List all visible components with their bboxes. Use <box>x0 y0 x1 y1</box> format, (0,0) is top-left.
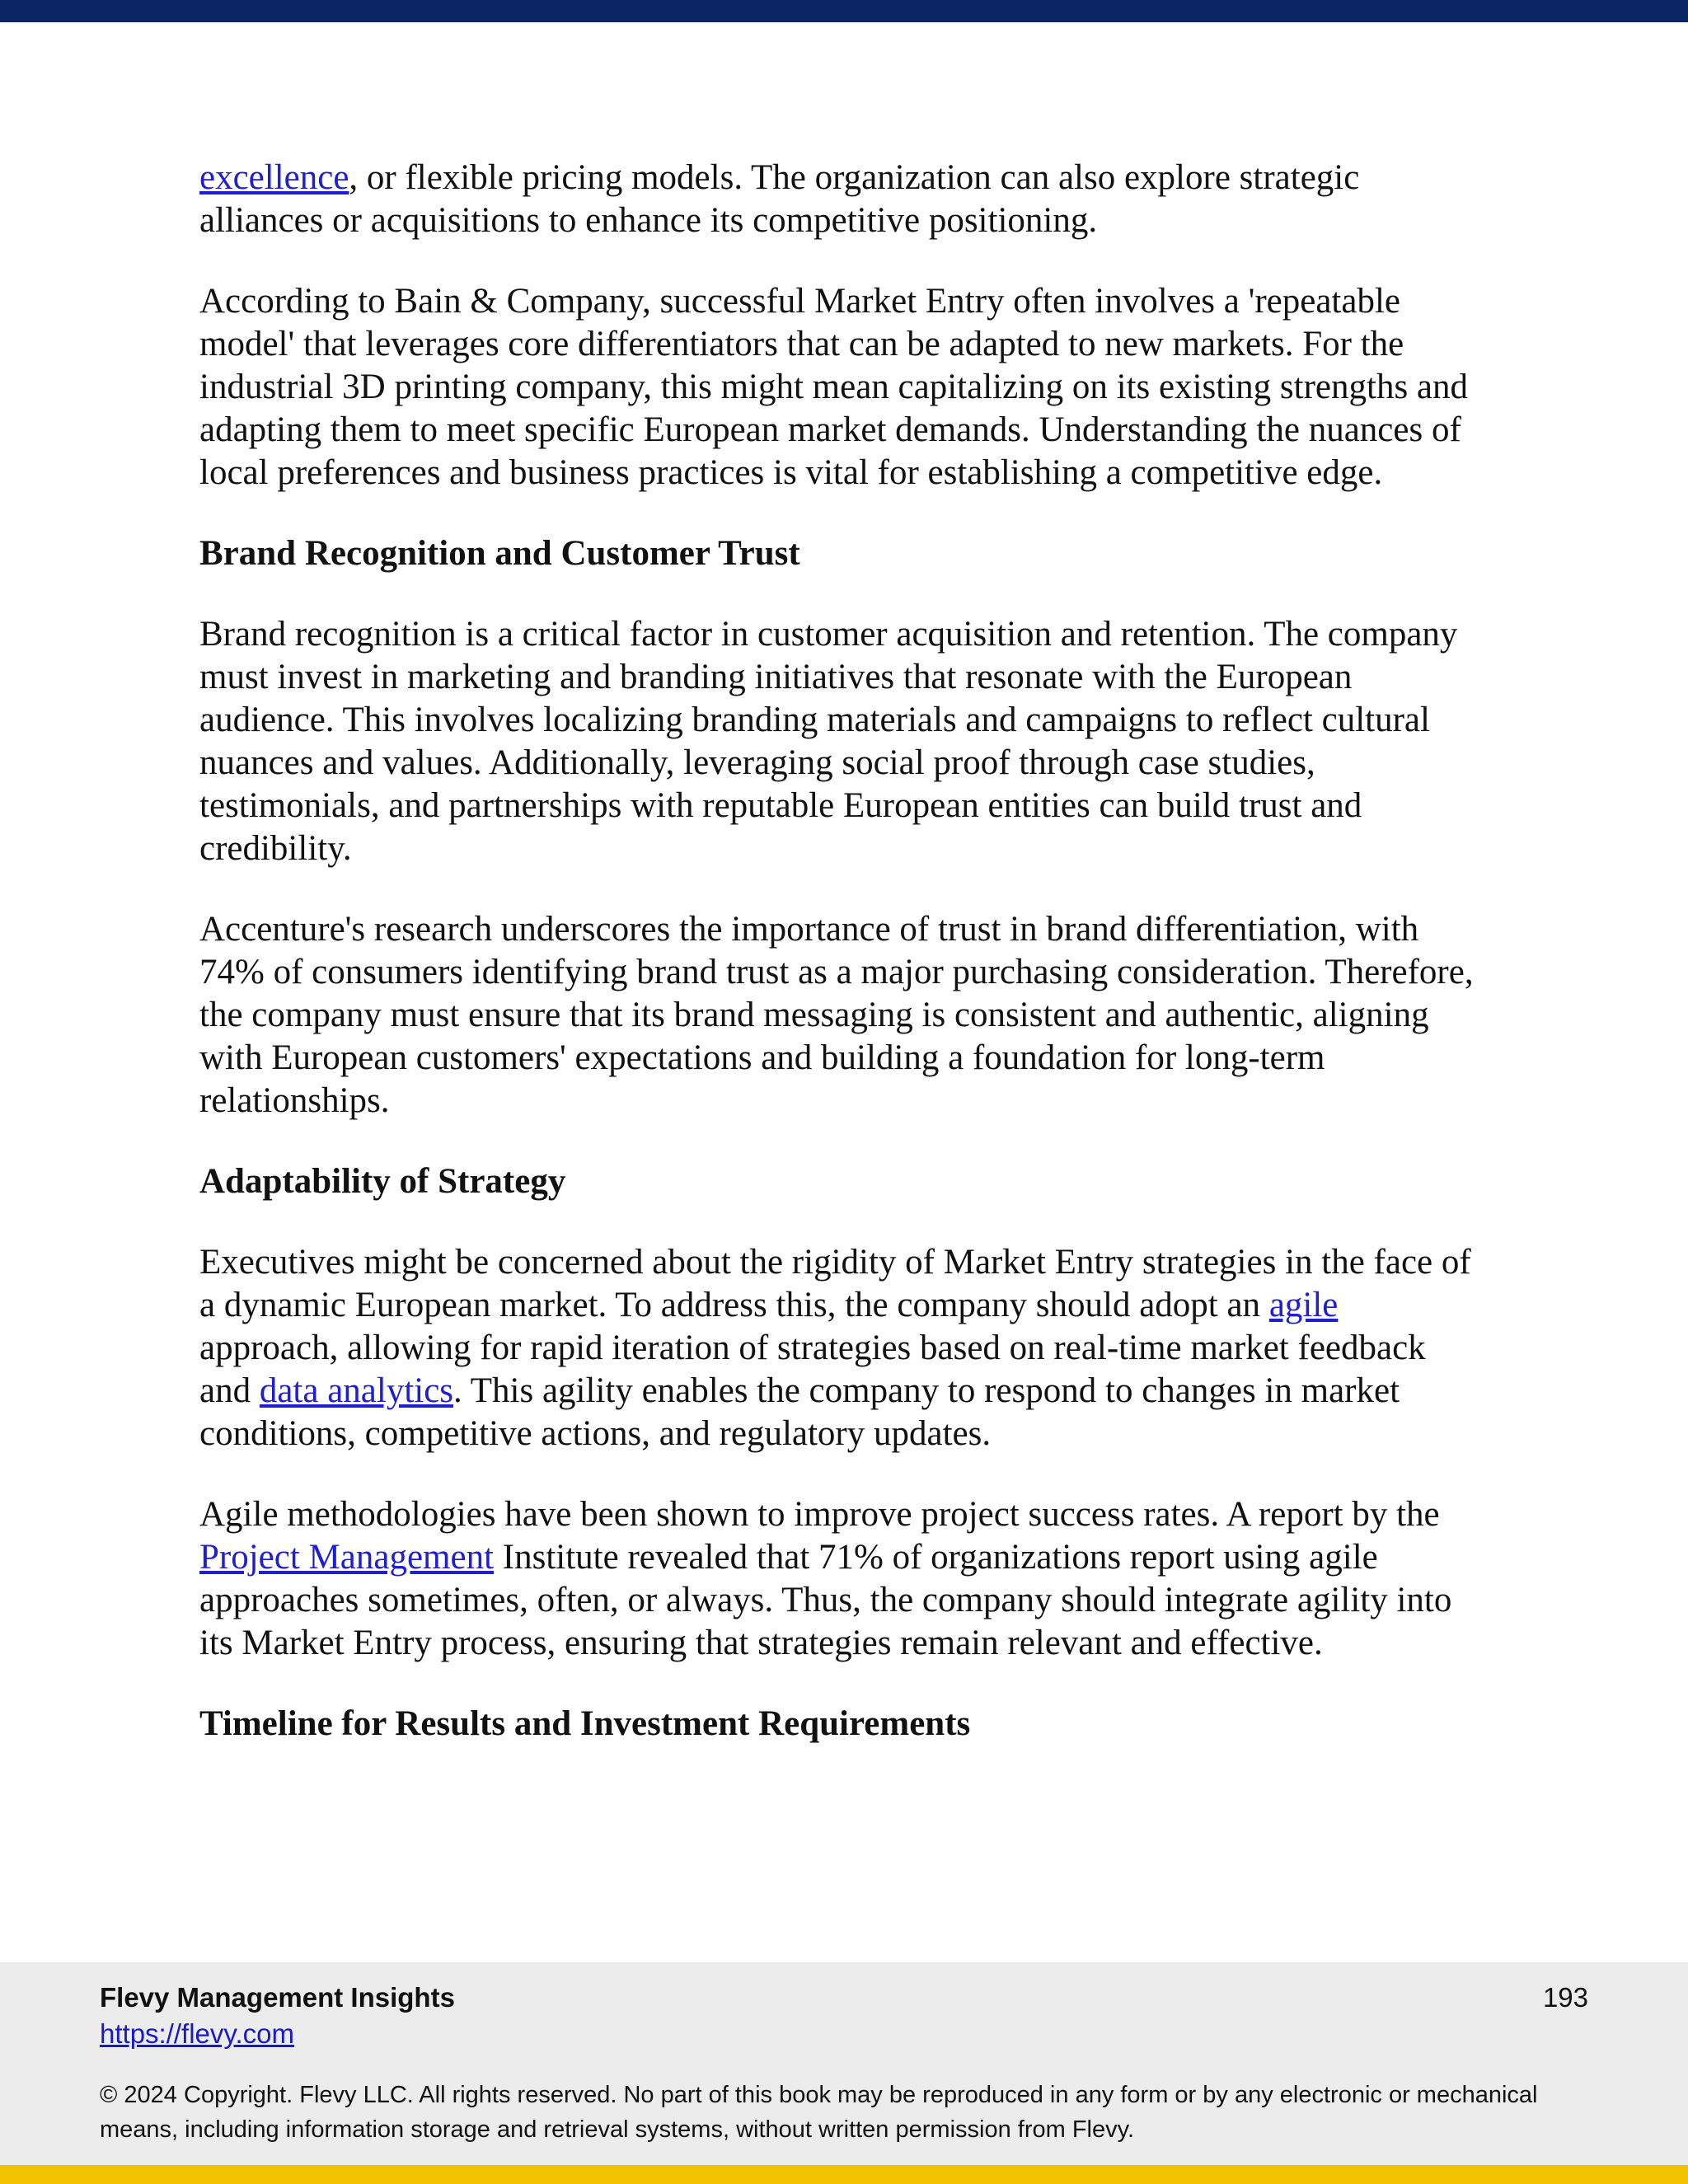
page-number: 193 <box>1542 1982 1588 2013</box>
page-footer <box>0 1962 1688 2165</box>
paragraph-6-text-1: Agile methodologies have been shown to improve project success rates. A report by the <box>199 1495 1440 1534</box>
paragraph-4: Accenture's research underscores the importance of trust in brand differentiation, with 74% of consumers identifying brand trust as a major purchasing consideration. Therefore, the company must ensure that its brand messaging is consistent and authentic, aligning with European customers' expectations and building a foundation for long-term relationships. <box>199 910 1474 1120</box>
heading-timeline: Timeline for Results and Investment Requirements <box>199 1704 971 1743</box>
paragraph-1-text: , or flexible pricing models. The organization can also explore strategic alliances or acquisitions to enhance its competitive positioning. <box>199 158 1360 240</box>
document-body <box>199 157 1485 1783</box>
top-bar <box>0 0 1688 22</box>
paragraph-6 <box>199 1493 1485 1665</box>
heading-adaptability: Adaptability of Strategy <box>199 1162 566 1201</box>
paragraph-6-text-2: Institute revealed that 71% of organizations report using agile approaches sometimes, often, or always. Thus, the company should integrate agility into its Market Entry process, ensuring that strategies remain relevant and effective. <box>199 1538 1452 1662</box>
link-data-analytics[interactable]: data analytics <box>259 1371 454 1410</box>
paragraph-1 <box>199 157 1485 242</box>
footer-url-link[interactable]: https://flevy.com <box>100 2018 294 2049</box>
paragraph-3: Brand recognition is a critical factor in customer acquisition and retention. The company must invest in marketing and branding initiatives that resonate with the European audience. This involves localizing branding materials and campaigns to reflect cultural nuances and values. Additionally, leveraging social proof through case studies, testimonials, and partnerships with reputable European entities can build trust and credibility. <box>199 615 1458 868</box>
link-agile[interactable]: agile <box>1268 1286 1339 1324</box>
paragraph-5-text-3: . This agility enables the company to respond to changes in market conditions, competitive actions, and regulatory updates. <box>199 1371 1400 1453</box>
bottom-bar <box>0 2165 1688 2184</box>
paragraph-2: According to Bain & Company, successful Market Entry often involves a 'repeatable model' that leverages core differentiators that can be adapted to new markets. For the industrial 3D printing company, this might mean capitalizing on its existing strengths and adapting them to meet specific European market demands. Understanding the nuances of local preferences and business practices is vital for establishing a competitive edge. <box>199 282 1469 492</box>
copyright-notice: © 2024 Copyright. Flevy LLC. All rights reserved. No part of this book may be reproduced in any form or by any electronic or mechanical means, including information storage and retrieval systems, without written permission from Flevy. <box>100 2082 1538 2143</box>
paragraph-5 <box>199 1241 1485 1455</box>
footer-brand: Flevy Management Insights <box>100 1982 455 2013</box>
paragraph-5-text-2: approach, allowing for rapid iteration of strategies based on real-time market feedback and <box>199 1329 1426 1410</box>
link-excellence[interactable]: excellence <box>199 158 349 197</box>
paragraph-5-text-1: Executives might be concerned about the rigidity of Market Entry strategies in the face of a dynamic European market. To address this, the company should adopt an <box>199 1243 1471 1324</box>
heading-brand-recognition: Brand Recognition and Customer Trust <box>199 534 800 573</box>
link-project-management[interactable]: Project Management <box>199 1538 495 1577</box>
